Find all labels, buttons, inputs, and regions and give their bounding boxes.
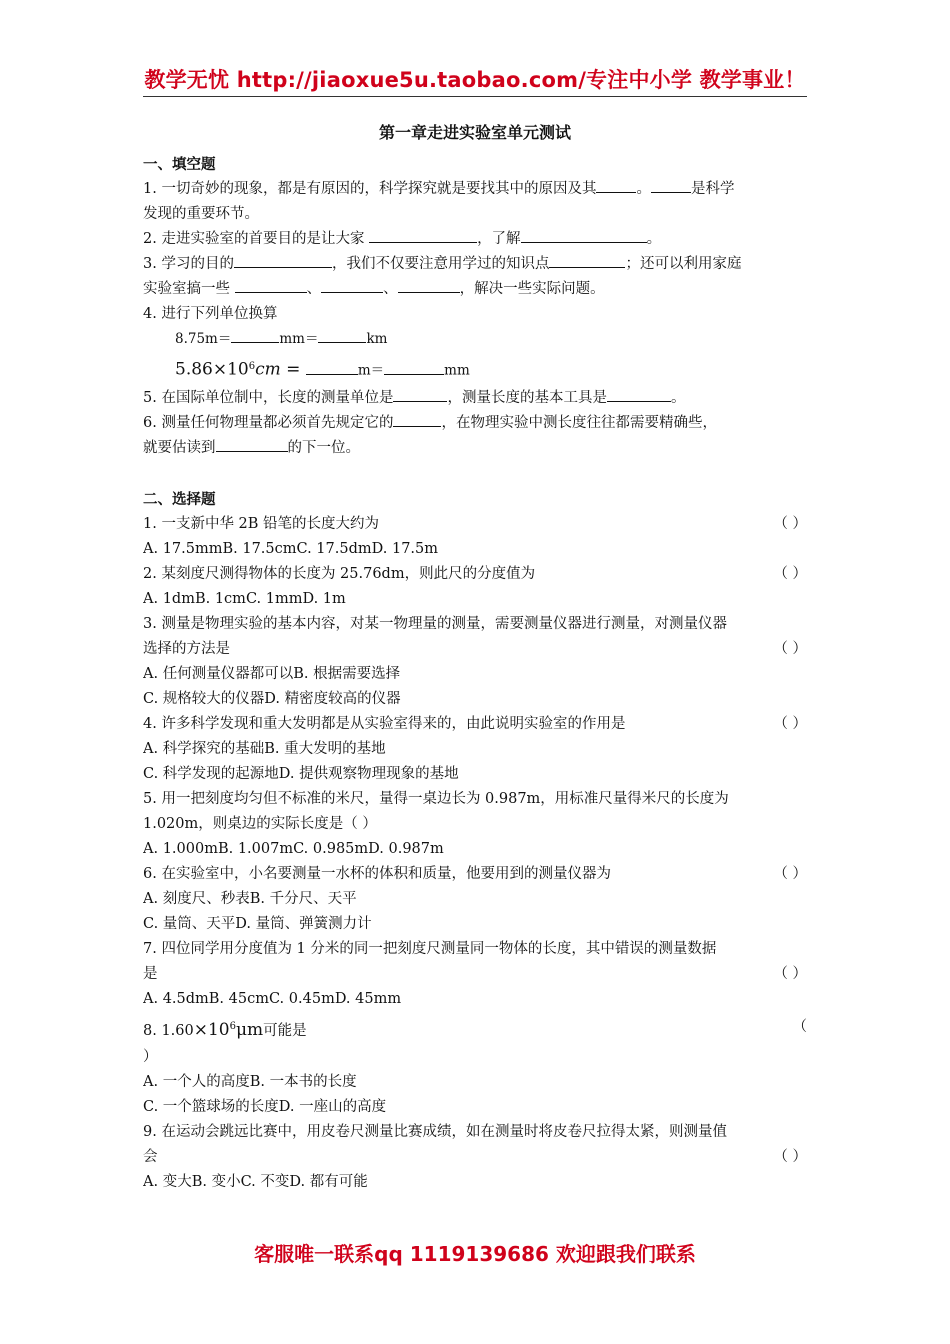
formula-times: ×10 — [212, 359, 249, 380]
fill-q6-text: 的下一位。 — [287, 439, 360, 456]
option[interactable]: B. 一本书的长度 — [249, 1074, 357, 1091]
fill-question-1 — [143, 177, 807, 227]
blank[interactable] — [216, 437, 288, 452]
fill-q6-text: 6. 测量任何物理量都必须首先规定它的 — [143, 414, 394, 431]
formula-equals: = — [280, 359, 306, 380]
option[interactable]: B. 1.007m — [217, 840, 294, 857]
choice-question-4 — [143, 712, 807, 737]
option[interactable]: B. 变小 — [191, 1174, 241, 1191]
option[interactable]: D. 17.5m — [371, 540, 439, 557]
question-text: 1.020m，则桌边的实际长度是（ ） — [143, 815, 377, 832]
choice-question-8b — [143, 1045, 807, 1070]
formula-exponent: 6 — [229, 1020, 236, 1032]
option[interactable]: B. 根据需要选择 — [293, 665, 401, 682]
question-text: 1. 一支新中华 2B 铅笔的长度大约为 — [143, 515, 380, 532]
fill-q1-text: 1. 一切奇妙的现象，都是有原因的，科学探究就是要找其中的原因及其 — [143, 181, 597, 197]
option[interactable]: B. 千分尺、天平 — [249, 890, 357, 907]
fill-q3-text: ，解决一些实际问题。 — [459, 281, 605, 297]
question-text: 9. 在运动会跳远比赛中，用皮卷尺测量比赛成绩，如在测量时将皮卷尺拉得太紧，则测量值 — [143, 1124, 727, 1141]
blank[interactable] — [393, 387, 447, 402]
choice-options-3b — [143, 687, 807, 712]
option[interactable]: B. 45cm — [208, 990, 269, 1007]
page-title: 第一章走进实验室单元测试 — [378, 123, 571, 142]
question-text: 是 — [143, 965, 158, 982]
question-text: 7. 四位同学用分度值为 1 分米的同一把刻度尺测量同一物体的长度，其中错误的测量数据 — [143, 940, 717, 957]
choice-options-4b — [143, 762, 807, 787]
option[interactable]: B. 重大发明的基地 — [264, 740, 386, 757]
fill-q4b-text: m＝ — [357, 362, 385, 379]
option[interactable]: C. 0.985m — [293, 840, 369, 857]
blank[interactable] — [306, 360, 358, 375]
option[interactable]: C. 规格较大的仪器 — [143, 690, 265, 707]
choice-options-3a — [143, 662, 807, 687]
option[interactable]: A. 17.5mm — [143, 540, 223, 557]
choice-options-5 — [143, 837, 807, 862]
option[interactable]: C. 不变 — [240, 1174, 290, 1191]
formula-number: 5.86 — [175, 359, 213, 380]
question-text: 2. 某刻度尺测得物体的长度为 25.76dm，则此尺的分度值为 — [143, 565, 536, 582]
option[interactable]: D. 都有可能 — [289, 1174, 368, 1191]
blank[interactable] — [234, 253, 332, 268]
blank[interactable] — [398, 278, 460, 293]
fill-q5-text: 5. 在国际单位制中，长度的测量单位是 — [143, 389, 394, 406]
question-text: 3. 测量是物理实验的基本内容，对某一物理量的测量，需要测量仪器进行测量，对测量仪器 — [143, 615, 727, 632]
question-text: 5. 用一把刻度均匀但不标准的米尺，量得一桌边长为 0.987m，用标准尺量得米尺的长度为 — [143, 790, 729, 807]
option[interactable]: A. 科学探究的基础 — [143, 740, 265, 757]
fill-q3-text: ；还可以利用家庭 — [625, 256, 742, 272]
fill-q3-text: ，我们不仅要注意用学过的知识点 — [331, 256, 550, 272]
section-choice-heading: 二、选择题 — [143, 490, 216, 508]
option[interactable]: D. 量筒、弹簧测力计 — [235, 915, 372, 932]
fill-question-4 — [143, 302, 807, 327]
question-text: 选择的方法是 — [143, 640, 230, 657]
choice-question-5b — [143, 812, 807, 837]
choice-question-1 — [143, 512, 807, 537]
option[interactable]: D. 1m — [302, 590, 346, 607]
fill-q3-text: 、 — [383, 281, 398, 297]
blank[interactable] — [549, 253, 625, 268]
answer-paren-open[interactable]: （ — [792, 1018, 807, 1035]
option[interactable]: C. 量筒、天平 — [143, 915, 236, 932]
fill-q1-text: 是科学 — [690, 181, 735, 197]
choice-options-6b — [143, 912, 807, 937]
option[interactable]: A. 一个人的高度 — [143, 1074, 250, 1091]
blank[interactable] — [231, 328, 279, 343]
fill-q2-text: ，了解 — [477, 231, 521, 247]
option[interactable]: A. 变大 — [143, 1174, 192, 1191]
option[interactable]: B. 17.5cm — [222, 540, 297, 557]
choice-question-8 — [143, 1012, 807, 1046]
choice-options-7 — [143, 987, 807, 1012]
formula-times: ×10 — [193, 1019, 230, 1040]
choice-question-7b — [143, 962, 807, 987]
option[interactable]: A. 刻度尺、秒表 — [143, 890, 250, 907]
answer-paren[interactable]: （ ） — [773, 1149, 807, 1166]
option[interactable]: C. 科学发现的起源地 — [143, 765, 279, 782]
fill-q5-text: 。 — [670, 389, 686, 406]
question-text: 可能是 — [263, 1022, 307, 1039]
answer-paren[interactable]: （ ） — [773, 515, 807, 532]
formula-unit: cm — [255, 359, 281, 380]
header-divider — [143, 96, 807, 97]
option[interactable]: D. 精密度较高的仪器 — [264, 690, 401, 707]
option[interactable]: A. 1.000m — [143, 840, 218, 857]
option[interactable]: A. 1dm — [143, 590, 195, 607]
fill-q1-text: 发现的重要环节。 — [143, 206, 259, 222]
fill-q3-text: 、 — [306, 281, 322, 297]
choice-question-7 — [143, 937, 807, 962]
option[interactable]: D. 提供观察物理现象的基地 — [278, 765, 459, 782]
header-banner: 教学无忧 http://jiaoxue5u.taobao.com/专注中小学 教学事业！ — [144, 68, 806, 92]
answer-paren[interactable]: （ ） — [773, 640, 807, 657]
choice-question-9b — [143, 1145, 807, 1170]
choice-options-1 — [143, 537, 807, 562]
option[interactable]: A. 任何测量仪器都可以 — [143, 665, 294, 682]
fill-q5-text: ，测量长度的基本工具是 — [447, 389, 607, 406]
fill-q3-text: 实验室搞一些 — [143, 281, 230, 297]
blank[interactable] — [651, 178, 691, 193]
option[interactable]: D. 45mm — [334, 990, 402, 1007]
question-text: 会 — [143, 1149, 158, 1166]
question-text: 8. 1.60 — [143, 1022, 194, 1039]
fill-question-6 — [143, 411, 807, 461]
answer-paren-close[interactable]: ） — [143, 1049, 158, 1066]
footer-banner: 客服唯一联系qq 1119139686 欢迎跟我们联系 — [254, 1242, 696, 1266]
answer-paren[interactable]: （ ） — [773, 565, 807, 582]
question-text: 6. 在实验室中，小名要测量一水杯的体积和质量，他要用到的测量仪器为 — [143, 865, 611, 882]
choice-options-6a — [143, 887, 807, 912]
fill-q4b-text: mm — [444, 362, 470, 379]
answer-paren[interactable]: （ ） — [773, 965, 807, 982]
choice-question-6 — [143, 862, 807, 887]
choice-options-9 — [143, 1170, 807, 1195]
fill-q4a-text: mm＝ — [279, 331, 319, 347]
formula-unit: μm — [236, 1019, 264, 1040]
worksheet — [143, 120, 807, 1195]
fill-q1-text: 。 — [636, 181, 651, 197]
fill-q4-text: 4. 进行下列单位换算 — [143, 306, 278, 322]
blank[interactable] — [235, 278, 307, 293]
blank[interactable] — [318, 328, 366, 343]
choice-options-4a — [143, 737, 807, 762]
option[interactable]: C. 1mm — [245, 590, 303, 607]
section-fill-heading: 一、填空题 — [143, 156, 216, 173]
option[interactable]: D. 一座山的高度 — [278, 1099, 387, 1116]
fill-q2-text: 2. 走进实验室的首要目的是让大家 — [143, 231, 365, 247]
fill-q4a-text: 8.75m＝ — [175, 331, 232, 347]
choice-question-2 — [143, 562, 807, 587]
blank[interactable] — [369, 228, 477, 243]
fill-q6-text: 就要估读到 — [143, 439, 216, 456]
option[interactable]: C. 一个篮球场的长度 — [143, 1099, 279, 1116]
option[interactable]: C. 17.5dm — [296, 540, 372, 557]
formula-exponent: 6 — [248, 361, 256, 372]
option[interactable]: B. 1cm — [194, 590, 246, 607]
question-text: 4. 许多科学发现和重大发明都是从实验室得来的，由此说明实验室的作用是 — [143, 715, 626, 732]
blank[interactable] — [521, 228, 647, 243]
fill-q3-text: 3. 学习的目的 — [143, 256, 234, 272]
answer-paren[interactable]: （ ） — [773, 865, 807, 882]
blank[interactable] — [393, 412, 441, 427]
blank[interactable] — [321, 278, 383, 293]
option[interactable]: D. 0.987m — [368, 840, 444, 857]
choice-options-8a — [143, 1070, 807, 1095]
fill-q6-text: ，在物理实验中测长度往往都需要精确些， — [441, 414, 717, 431]
fill-question-4a — [143, 327, 807, 352]
answer-paren[interactable]: （ ） — [773, 715, 807, 732]
option[interactable]: C. 0.45m — [268, 990, 335, 1007]
fill-question-5 — [143, 386, 807, 411]
fill-question-2 — [143, 227, 807, 252]
choice-options-2 — [143, 587, 807, 612]
option[interactable]: A. 4.5dm — [143, 990, 209, 1007]
blank[interactable] — [607, 387, 671, 402]
fill-q4a-text: km — [366, 331, 388, 347]
choice-question-3 — [143, 612, 807, 637]
fill-question-4b — [143, 352, 807, 386]
blank[interactable] — [596, 178, 636, 193]
choice-question-5 — [143, 787, 807, 812]
blank[interactable] — [384, 360, 444, 375]
fill-q2-text: 。 — [646, 231, 662, 247]
choice-question-3b — [143, 637, 807, 662]
choice-question-9 — [143, 1120, 807, 1145]
choice-options-8b — [143, 1095, 807, 1120]
fill-question-3 — [143, 252, 807, 302]
